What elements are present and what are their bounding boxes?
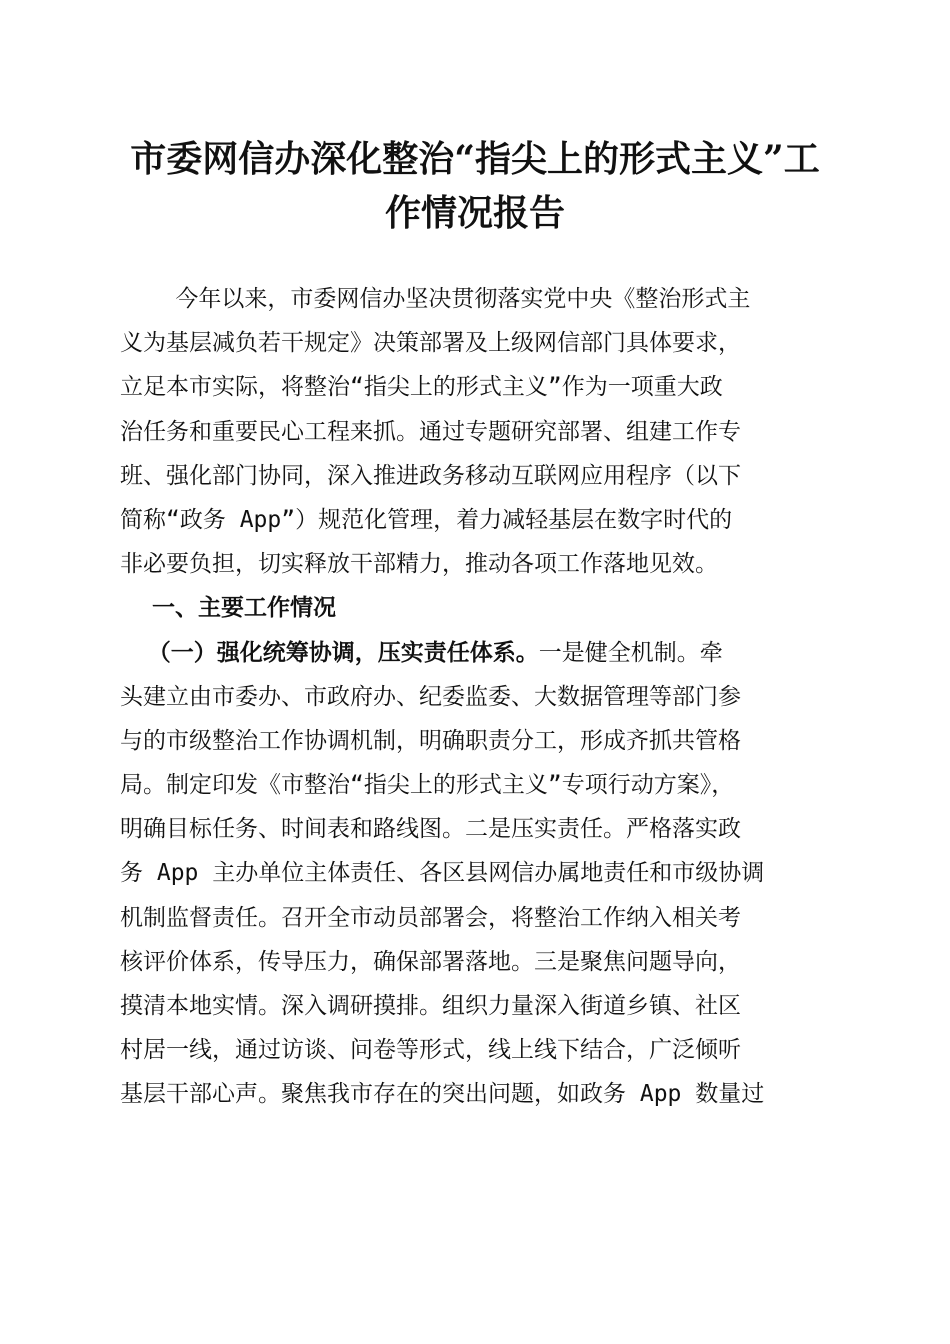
- intro-paragraph-line: 今年以来，市委网信办坚决贯彻落实党中央《整治形式主: [120, 286, 751, 312]
- body-paragraph-line: 核评价体系，传导压力，确保部署落地。三是聚焦问题导向，: [120, 948, 741, 975]
- intro-paragraph-line: 义为基层减负若干规定》决策部署及上级网信部门具体要求，: [120, 330, 741, 357]
- body-paragraph-line: 与的市级整治工作协调机制，明确职责分工，形成齐抓共管格: [120, 727, 741, 754]
- body-paragraph-line: 村居一线，通过访谈、问卷等形式，线上线下结合，广泛倾听: [120, 1037, 741, 1064]
- intro-paragraph-line: 立足本市实际，将整治“指尖上的形式主义”作为一项重大政: [120, 374, 723, 401]
- body-paragraph-line: 摸清本地实情。深入调研摸排。组织力量深入街道乡镇、社区: [120, 993, 741, 1019]
- title-line-2: 作情况报告: [384, 192, 565, 234]
- section-heading: 一、主要工作情况: [120, 595, 337, 622]
- subsection-first-line: [120, 631, 835, 675]
- document-body: [120, 277, 835, 1117]
- document-title: [110, 132, 840, 240]
- intro-paragraph-line: 班、强化部门协同，深入推进政务移动互联网应用程序（以下: [120, 462, 741, 489]
- intro-paragraph-line: 简称“政务 App”）规范化管理，着力减轻基层在数字时代的: [120, 506, 733, 533]
- subsection-heading: （一）强化统筹协调，压实责任体系。: [120, 639, 539, 666]
- body-paragraph-line: 局。制定印发《市整治“指尖上的形式主义”专项行动方案》，: [120, 772, 735, 799]
- body-paragraph-line: 基层干部心声。聚焦我市存在的突出问题，如政务 App 数量过: [120, 1081, 765, 1108]
- intro-paragraph-line: 治任务和重要民心工程来抓。通过专题研究部署、组建工作专: [120, 418, 741, 445]
- body-paragraph-line: 机制监督责任。召开全市动员部署会，将整治工作纳入相关考: [120, 904, 741, 931]
- title-line-1: 市委网信办深化整治“指尖上的形式主义”工: [130, 138, 820, 180]
- body-paragraph-line: 明确目标任务、时间表和路线图。二是压实责任。严格落实政: [120, 816, 741, 843]
- intro-paragraph-line: 非必要负担，切实释放干部精力，推动各项工作落地见效。: [120, 551, 718, 578]
- body-paragraph-line: 头建立由市委办、市政府办、纪委监委、大数据管理等部门参: [120, 683, 741, 710]
- body-paragraph-line: 务 App 主办单位主体责任、各区县网信办属地责任和市级协调: [120, 860, 765, 887]
- subsection-first-line-text: 一是健全机制。牵: [538, 639, 723, 666]
